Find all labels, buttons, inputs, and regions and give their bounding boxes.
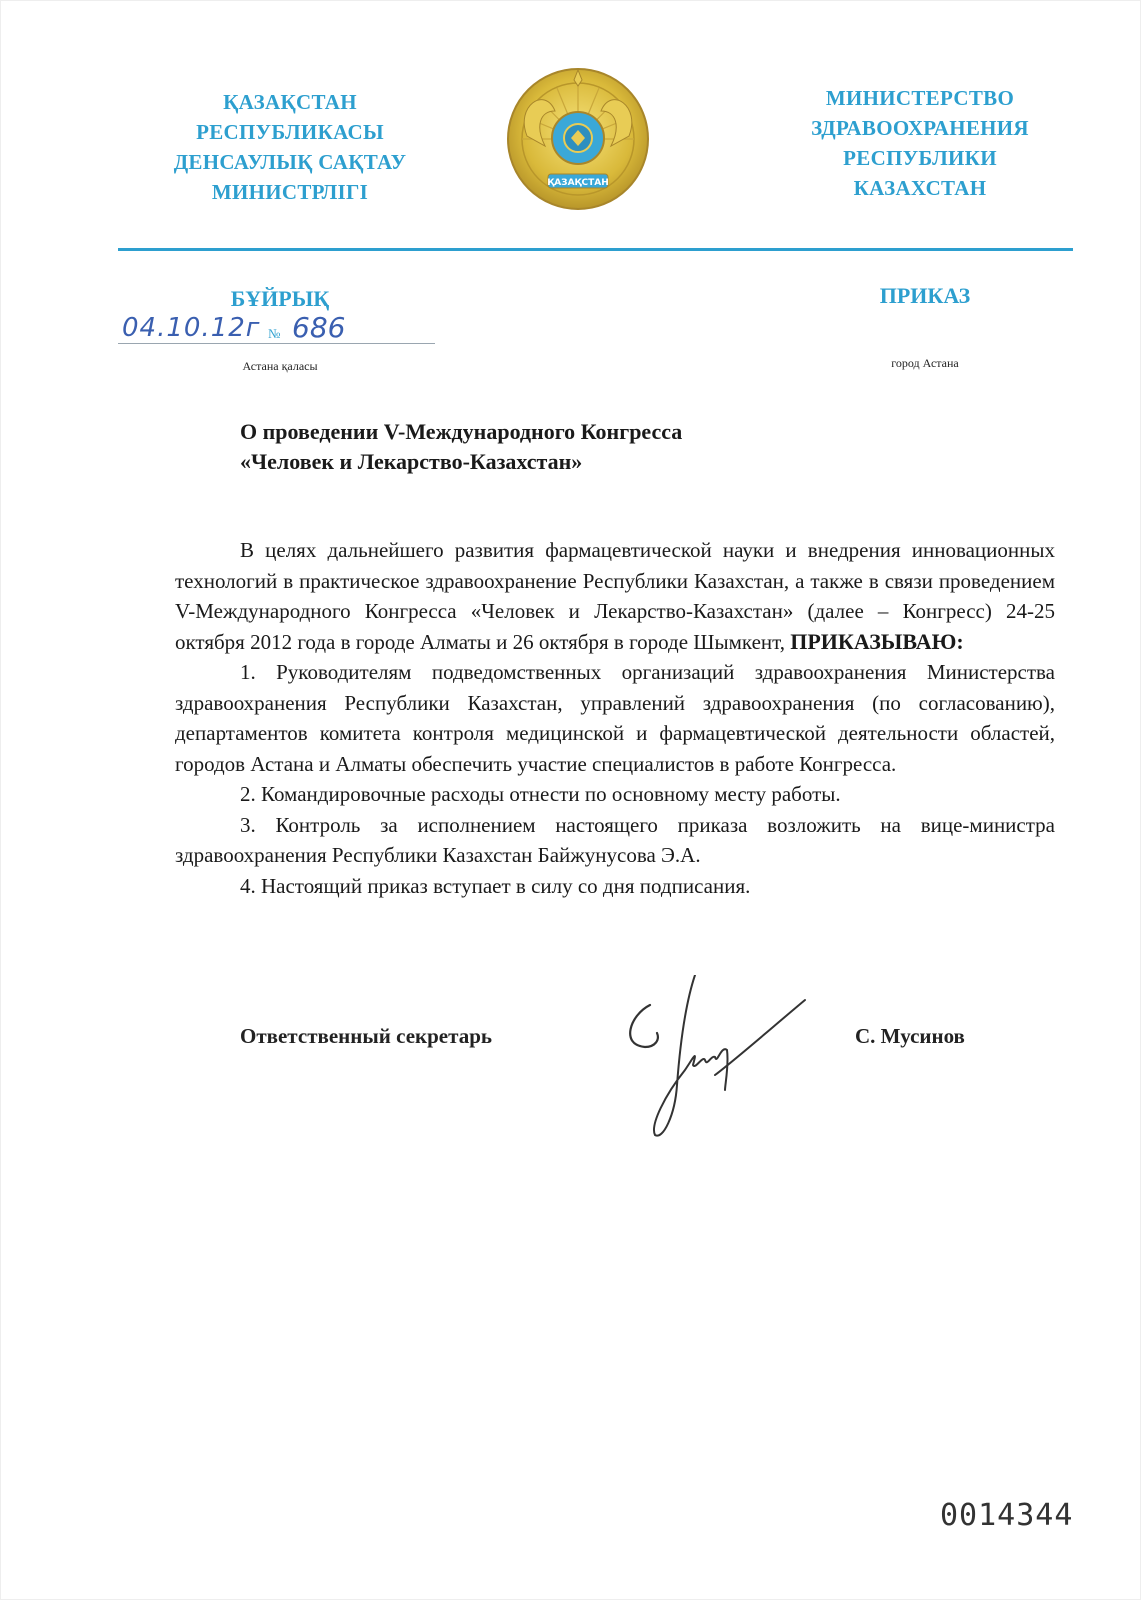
intro-text: В целях дальнейшего развития фармацевтической науки и внедрения инновационных технологий в практическое здравоохранение Республики Казахстан, а также в связи проведением V-Международного Конгресса «Человек и Лекарство-Казахстан» (далее – Конгресс) 24-25 октября 2012 года в городе Алматы и 26 октября в городе Шымкент, (175, 538, 1055, 654)
header-ru-line: КАЗАХСТАН (853, 176, 987, 200)
signatory-title: Ответственный секретарь (240, 1024, 492, 1048)
header-divider (118, 248, 1073, 251)
header-kz-ministry (150, 87, 430, 207)
city-ru: город Астана (891, 356, 959, 370)
header-kz-line: РЕСПУБЛИКАСЫ (196, 120, 384, 144)
order-item: 3. Контроль за исполнением настоящего приказа возложить на вице-министра здравоохранения Республики Казахстан Байжунусова Э.А. (175, 812, 1055, 867)
header-ru-ministry (785, 83, 1055, 203)
date-underline (118, 343, 435, 344)
number-sign: № (268, 326, 281, 341)
order-number: 686 (292, 311, 346, 344)
title-line: «Человек и Лекарство-Казахстан» (240, 449, 583, 474)
order-label-kz: БҰЙРЫҚ (230, 286, 330, 311)
document-title (240, 417, 682, 477)
emblem-label: ҚАЗАҚСТАН (547, 178, 609, 188)
signatory-name: С. Мусинов (855, 1024, 965, 1048)
intro-paragraph (175, 535, 1055, 657)
header-ru-line: РЕСПУБЛИКИ (843, 146, 997, 170)
state-emblem-icon (505, 66, 651, 212)
serial-number: 0014344 (940, 1498, 1074, 1533)
order-item: 2. Командировочные расходы отнести по основному месту работы. (240, 782, 841, 806)
city-kz: Астана қаласы (242, 359, 318, 373)
document-body (175, 535, 1055, 901)
header-ru-line: МИНИСТЕРСТВО (825, 86, 1015, 110)
header-kz-line: ҚАЗАҚСТАН (223, 90, 357, 114)
header-kz-line: МИНИСТРЛІГІ (211, 180, 369, 204)
order-label-ru: ПРИКАЗ (879, 283, 971, 308)
order-word: ПРИКАЗЫВАЮ: (790, 628, 964, 654)
order-item: 4. Настоящий приказ вступает в силу со дня подписания. (240, 873, 751, 898)
order-date: 04.10.12г (122, 313, 261, 343)
order-item: 1. Руководителям подведомственных организаций здравоохранения Министерства здравоохранения Республики Казахстан, управлений здравоохранения (по согласованию), департаментов комитета контроля медицинской и фармацевтической деятельности областей, городов Астана и Алматы обеспечить участие специалистов в работе Конгресса. (175, 660, 1055, 776)
header-kz-line: ДЕНСАУЛЫҚ САҚТАУ (173, 150, 407, 174)
title-line: О проведении V-Международного Конгресса (240, 419, 683, 444)
header-ru-line: ЗДРАВООХРАНЕНИЯ (811, 116, 1029, 140)
handwritten-signature (625, 975, 825, 1150)
